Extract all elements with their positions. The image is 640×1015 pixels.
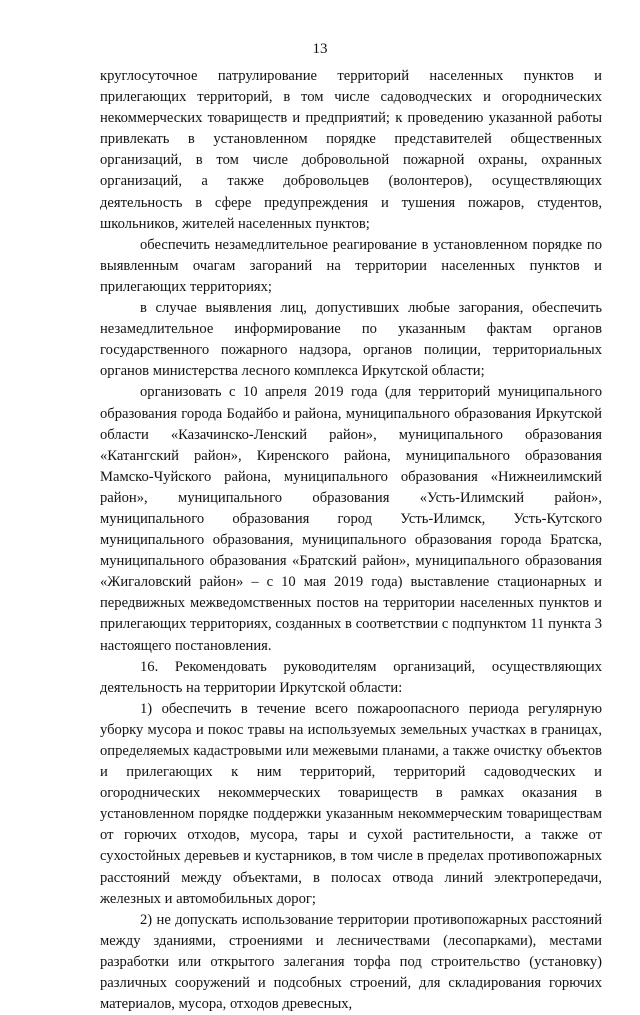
paragraph-posts: организовать с 10 апреля 2019 года (для территорий муниципального образования города Бодайбо и района, муниципального образования Иркутской области «Казачинско-Ленский район», муниципального образования «Катангский район», Киренского района, муниципального образования Мамско-Чуйского района, муниципального образования «Нижнеилимский район», муниципального образования «Усть-Илимский район», муниципального образования город Усть-Илимск, Усть-Кутского муниципального образования, муниципального образования города Братска, муниципального образования «Братский район», муниципального образования «Жигаловский район» – с 10 мая 2019 года) выставление стационарных и передвижных межведомственных постов на территории населенных пунктов и прилегающих территориях, созданных в соответствии с подпунктом 11 пункта 3 настоящего постановления. xyxy=(100,384,602,654)
paragraph-informing: в случае выявления лиц, допустивших любые загорания, обеспечить незамедлительное информирование по указанным фактам органов государственного пожарного надзора, органов полиции, территориальных органов министерства лесного комплекса Иркутской области; xyxy=(100,300,602,380)
paragraph-continuation: круглосуточное патрулирование территорий населенных пунктов и прилегающих территорий, в том числе садоводческих и огороднических некоммерческих товариществ и предприятий; к проведению указанной работы привлекать в установленном порядке представителей общественных организаций, в том числе добровольной пожарной охраны, охранных организаций, а также добровольцев (волонтеров), осуществляющих деятельность в сфере предупреждения и тушения пожаров, студентов, школьников, жителей населенных пунктов; xyxy=(100,68,602,232)
paragraph-subitem-2: 2) не допускать использование территории противопожарных расстояний между зданиями, строениями и лесничествами (лесопарками), местами разработки или открытого залегания торфа под строительство (установку) различных сооружений и подсобных строений, для складирования горючих материалов, мусора, отходов древесных, xyxy=(100,911,602,1013)
paragraph-subitem-1: 1) обеспечить в течение всего пожароопасного периода регулярную уборку мусора и покос травы на используемых земельных участках в границах, определяемых кадастровыми или межевыми планами, а также очистку объектов и прилегающих к ним территорий, территорий садоводческих и огороднических некоммерческих товариществ в рамках оказания в установленном порядке поддержки указанным некоммерческим товариществам от горючих отходов, мусора, тары и сухой растительности, а также от сухостойных деревьев и кустарников, в том числе в пределах противопожарных расстояний между объектами, в полосах отвода линий электропередачи, железных и автомобильных дорог; xyxy=(100,700,602,907)
page-number: 13 xyxy=(312,41,328,57)
paragraph-response: обеспечить незамедлительное реагирование в установленном порядке по выявленным очагам загораний на территории населенных пунктов и прилегающих территориях; xyxy=(100,236,602,295)
paragraph-item-16: 16. Рекомендовать руководителям организаций, осуществляющих деятельность на территории Иркутской области: xyxy=(100,658,602,696)
document-body xyxy=(100,66,602,1015)
